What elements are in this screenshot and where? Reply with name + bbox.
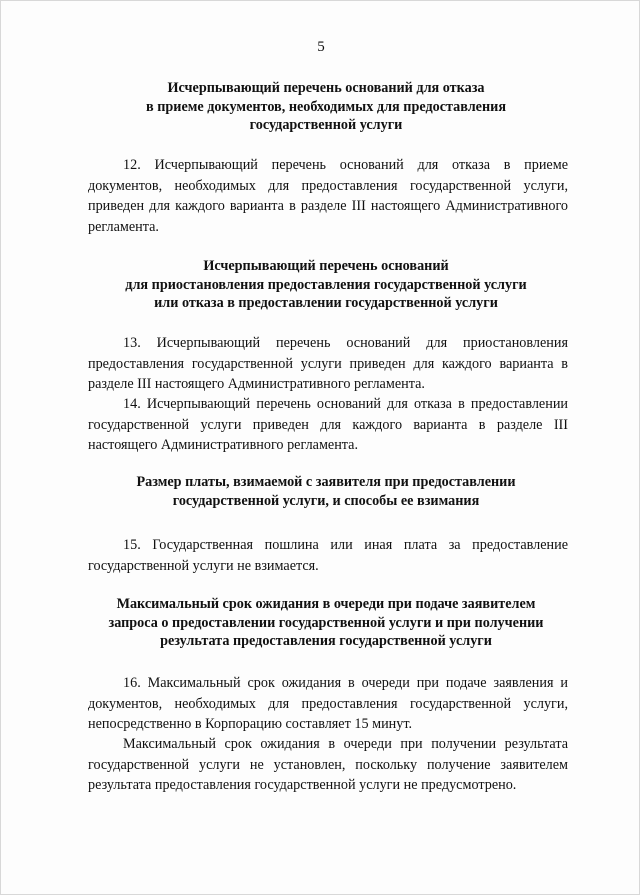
paragraph-16-continued: Максимальный срок ожидания в очереди при получении результата государственной услуги не установлен, поскольку получение заявителем результата предоставления государственной услуги не предусмотрено. xyxy=(88,736,568,793)
paragraph-13: 13. Исчерпывающий перечень оснований для приостановления предоставления государственной услуги приведен для каждого варианта в разделе III настоящего Административного регламента. xyxy=(88,335,568,392)
section-heading-queue-time xyxy=(81,595,571,651)
paragraph-12: 12. Исчерпывающий перечень оснований для отказа в приеме документов, необходимых для предоставления государственной услуги, приведен для каждого варианта в разделе III настоящего Административного регламента. xyxy=(88,157,568,235)
paragraph-14: 14. Исчерпывающий перечень оснований для отказа в предоставлении государственной услуги приведен для каждого варианта в разделе III настоящего Административного регламента. xyxy=(88,396,568,453)
heading-line: государственной услуги, и способы ее взимания xyxy=(172,492,480,509)
paragraph-15: 15. Государственная пошлина или иная плата за предоставление государственной услуги не взимается. xyxy=(88,537,568,574)
heading-line: государственной услуги xyxy=(249,117,403,133)
heading-line: Исчерпывающий перечень оснований xyxy=(203,258,449,274)
heading-line: запроса о предоставлении государственной услуги и при получении xyxy=(108,614,544,631)
page-number: 5 xyxy=(317,39,325,55)
heading-line: Исчерпывающий перечень оснований для отказа xyxy=(167,80,485,96)
section-heading-suspension-refusal xyxy=(81,257,571,313)
heading-line: Размер платы, взимаемой с заявителя при предоставлении xyxy=(136,474,516,490)
heading-line: Максимальный срок ожидания в очереди при подаче заявителем xyxy=(116,596,536,612)
heading-line: результата предоставления государственной услуги xyxy=(160,633,492,649)
heading-line: или отказа в предоставлении государственной услуги xyxy=(154,295,498,311)
heading-line: в приеме документов, необходимых для предоставления xyxy=(146,98,506,115)
heading-line: для приостановления предоставления государственной услуги xyxy=(125,276,527,293)
paragraph-16: 16. Максимальный срок ожидания в очереди при подаче заявления и документов, необходимых для предоставления государственной услуги, непосредственно в Корпорацию составляет 15 минут. xyxy=(88,675,568,732)
section-heading-refusal-acceptance xyxy=(81,79,571,135)
section-heading-fee xyxy=(81,473,571,510)
